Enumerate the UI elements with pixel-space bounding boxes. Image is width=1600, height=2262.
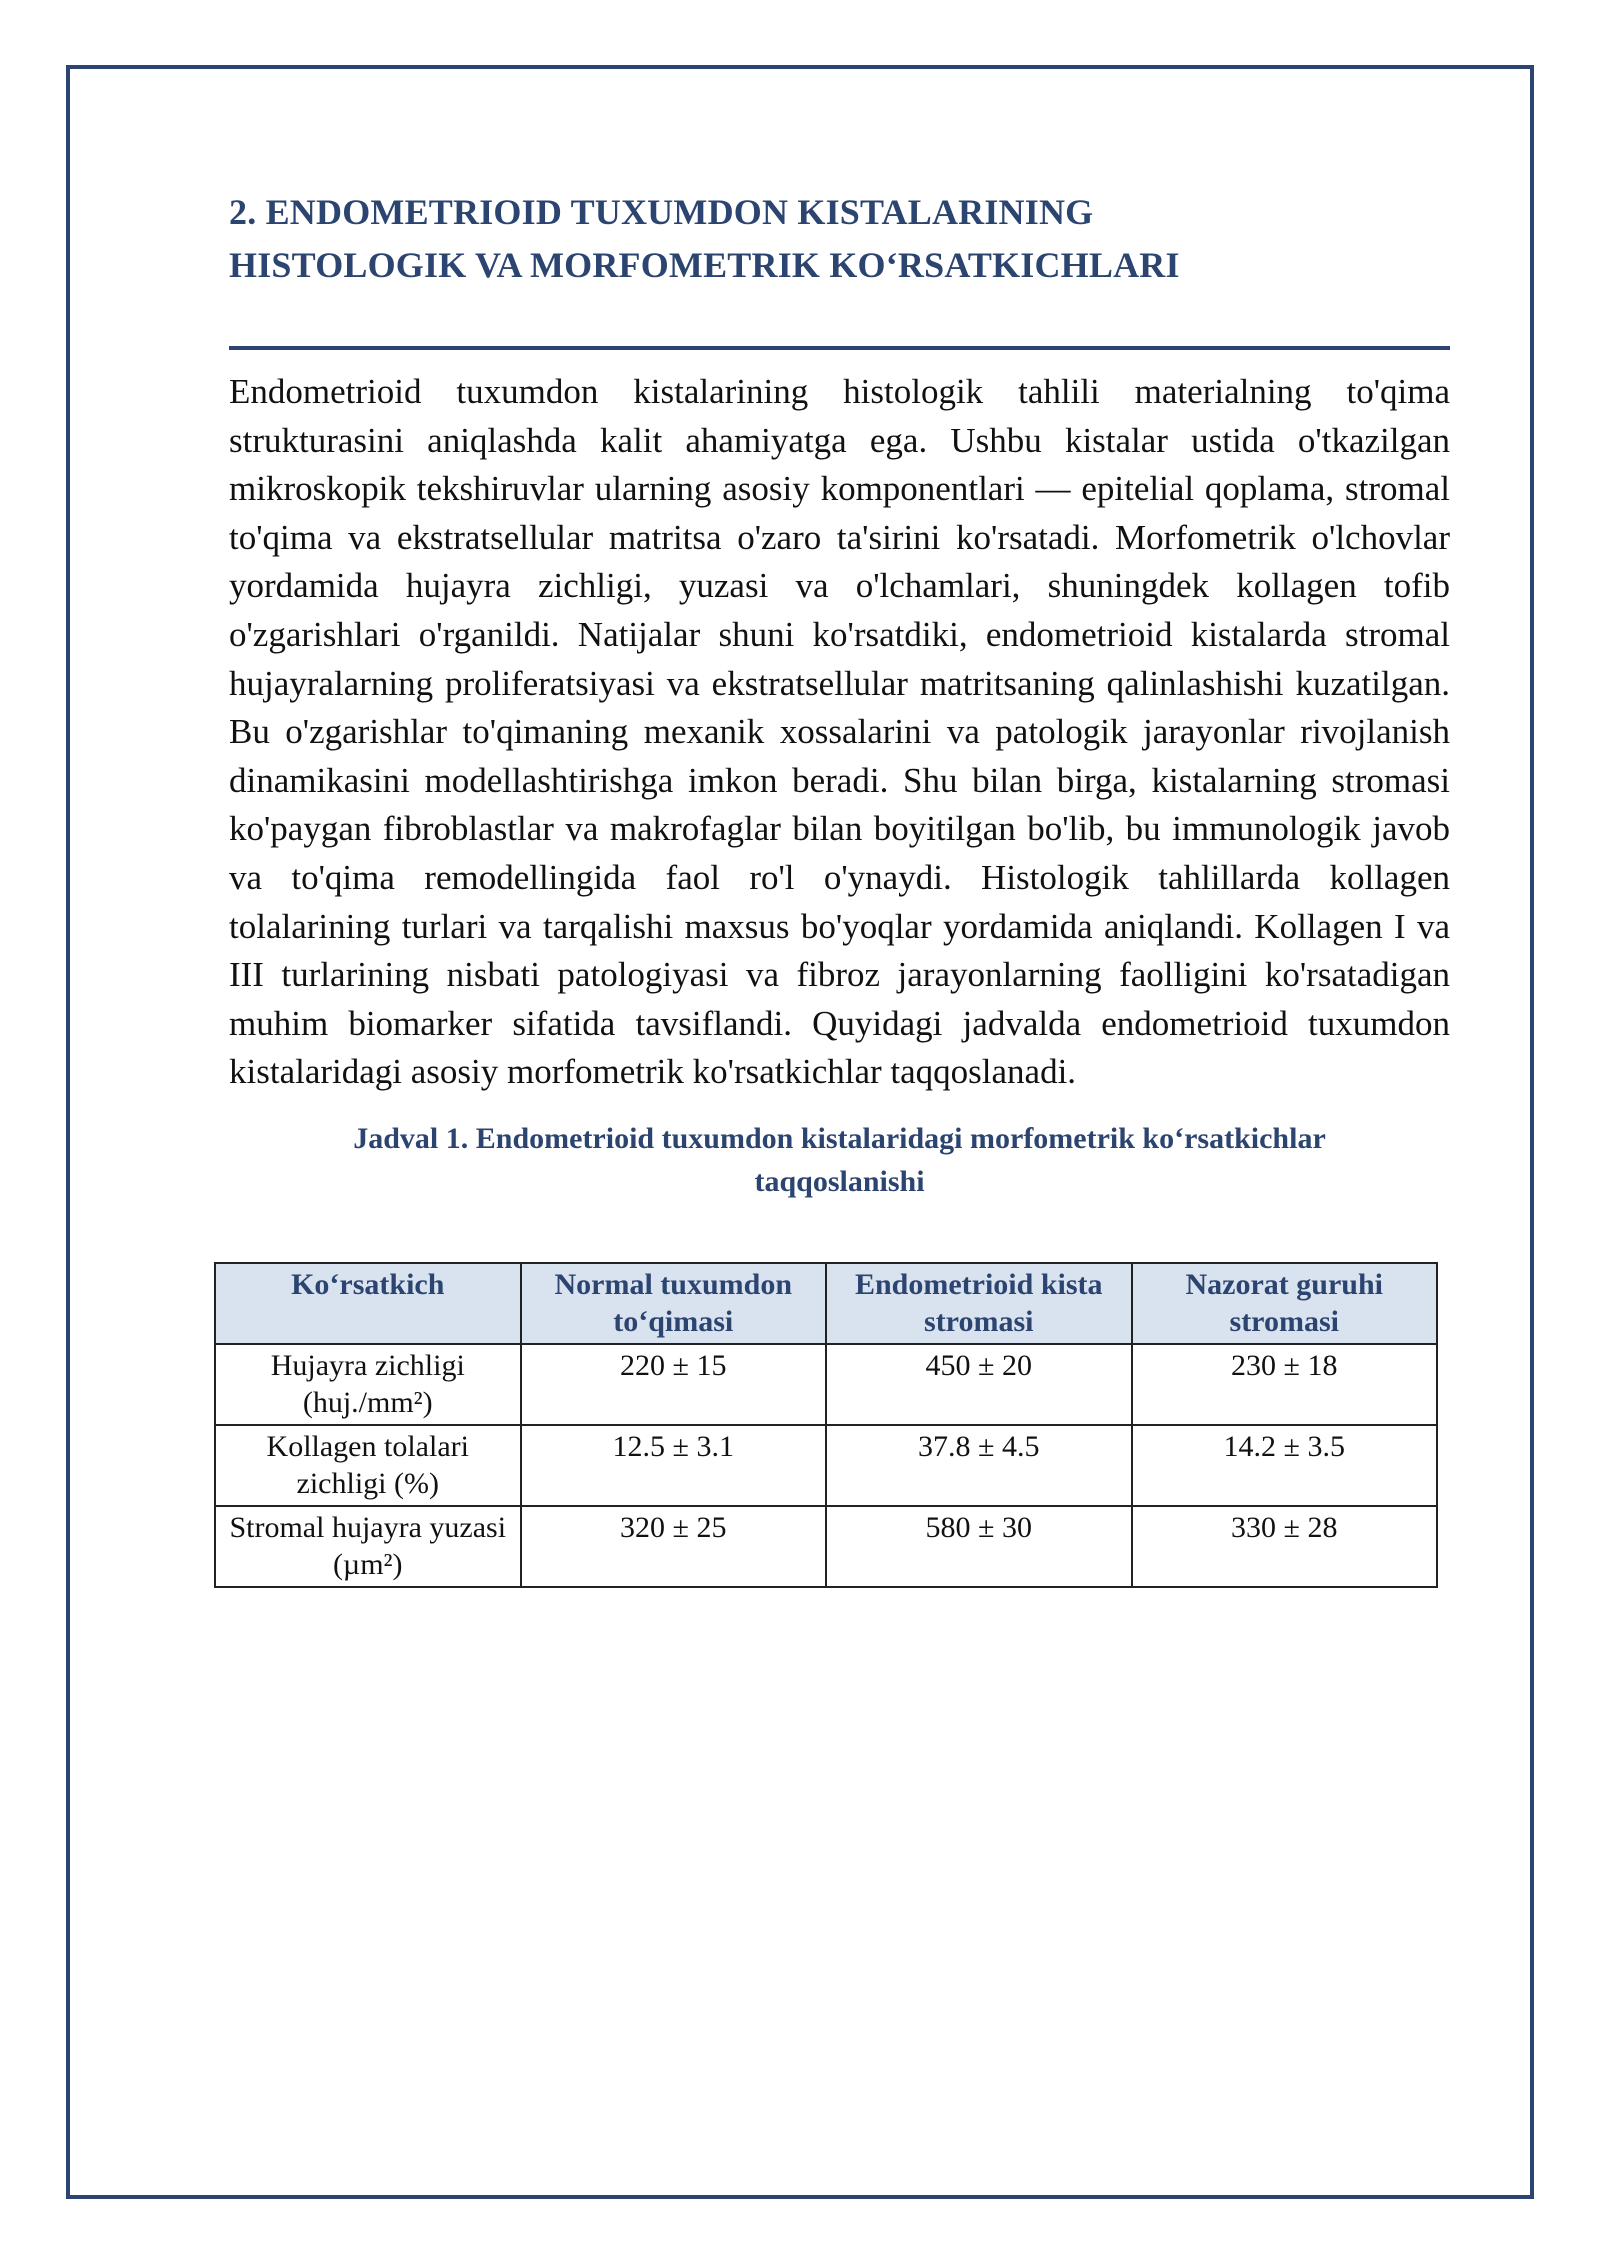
table-cell: 12.5 ± 3.1 — [521, 1425, 827, 1506]
table-row — [215, 1344, 1437, 1425]
document-content — [229, 186, 1450, 1203]
table-cell: 37.8 ± 4.5 — [826, 1425, 1132, 1506]
table-cell: Stromal hujayra yuzasi (µm²) — [215, 1506, 521, 1587]
morphometric-table — [214, 1262, 1438, 1588]
table-cell: 14.2 ± 3.5 — [1132, 1425, 1438, 1506]
table-cell: Kollagen tolalari zichligi (%) — [215, 1425, 521, 1506]
table-cell: 580 ± 30 — [826, 1506, 1132, 1587]
header-cell: Nazorat guruhi stromasi — [1132, 1263, 1438, 1344]
table-container — [214, 1262, 1438, 1588]
body-paragraph: Endometrioid tuxumdon kistalarining histologik tahlili materialning to'qima strukturasini aniqlashda kalit ahamiyatga ega. Ushbu kistalar ustida o'tkazilgan mikroskopik tekshiruvlar ularning asosiy komponentlari — epitelial qoplama, stromal to'qima va ekstratsellular matritsa o'zaro ta'sirini ko'rsatadi. Morfometrik o'lchovlar yordamida hujayra zichligi, yuzasi va o'lchamlari, shuningdek kollagen tofib o'zgarishlari o'rganildi. Natijalar shuni ko'rsatdiki, endometrioid kistalarda stromal hujayralarning proliferatsiyasi va ekstratsellular matritsaning qalinlashishi kuzatilgan. Bu o'zgarishlar to'qimaning mexanik xossalarini va patologik jarayonlar rivojlanish dinamikasini modellashtirishga imkon beradi. Shu bilan birga, kistalarning stromasi ko'paygan fibroblastlar va makrofaglar bilan boyitilgan bo'lib, bu immunologik javob va to'qima remodellingida faol ro'l o'ynaydi. Histologik tahlillarda kollagen tolalarining turlari va tarqalishi maxsus bo'yoqlar yordamida aniqlandi. Kollagen I va III turlarining nisbati patologiyasi va fibroz jarayonlarning faolligini ko'rsatadigan muhim biomarker sifatida tavsiflandi. Quyidagi jadvalda endometrioid tuxumdon kistalaridagi asosiy morfometrik ko'rsatkichlar taqqoslanadi. — [229, 372, 1450, 1092]
table-row — [215, 1425, 1437, 1506]
table-cell: 220 ± 15 — [521, 1344, 827, 1425]
table-header-row — [215, 1263, 1437, 1344]
table-cell: 230 ± 18 — [1132, 1344, 1438, 1425]
section-title-line-2: HISTOLOGIK VA MORFOMETRIK KO‘RSATKICHLARI — [229, 245, 1180, 285]
table-caption: Jadval 1. Endometrioid tuxumdon kistalaridagi morfometrik ko‘rsatkichlar taqqoslanishi — [353, 1121, 1326, 1198]
title-divider — [229, 346, 1450, 350]
header-cell: Endometrioid kista stromasi — [826, 1263, 1132, 1344]
section-title-line-1: 2. ENDOMETRIOID TUXUMDON KISTALARINING — [229, 192, 1094, 232]
table-cell: 330 ± 28 — [1132, 1506, 1438, 1587]
table-cell: 320 ± 25 — [521, 1506, 827, 1587]
header-cell: Normal tuxumdon to‘qimasi — [521, 1263, 827, 1344]
table-cell: Hujayra zichligi (huj./mm²) — [215, 1344, 521, 1425]
header-cell: Ko‘rsatkich — [215, 1263, 521, 1344]
table-row — [215, 1506, 1437, 1587]
table-cell: 450 ± 20 — [826, 1344, 1132, 1425]
section-title — [229, 186, 1450, 292]
